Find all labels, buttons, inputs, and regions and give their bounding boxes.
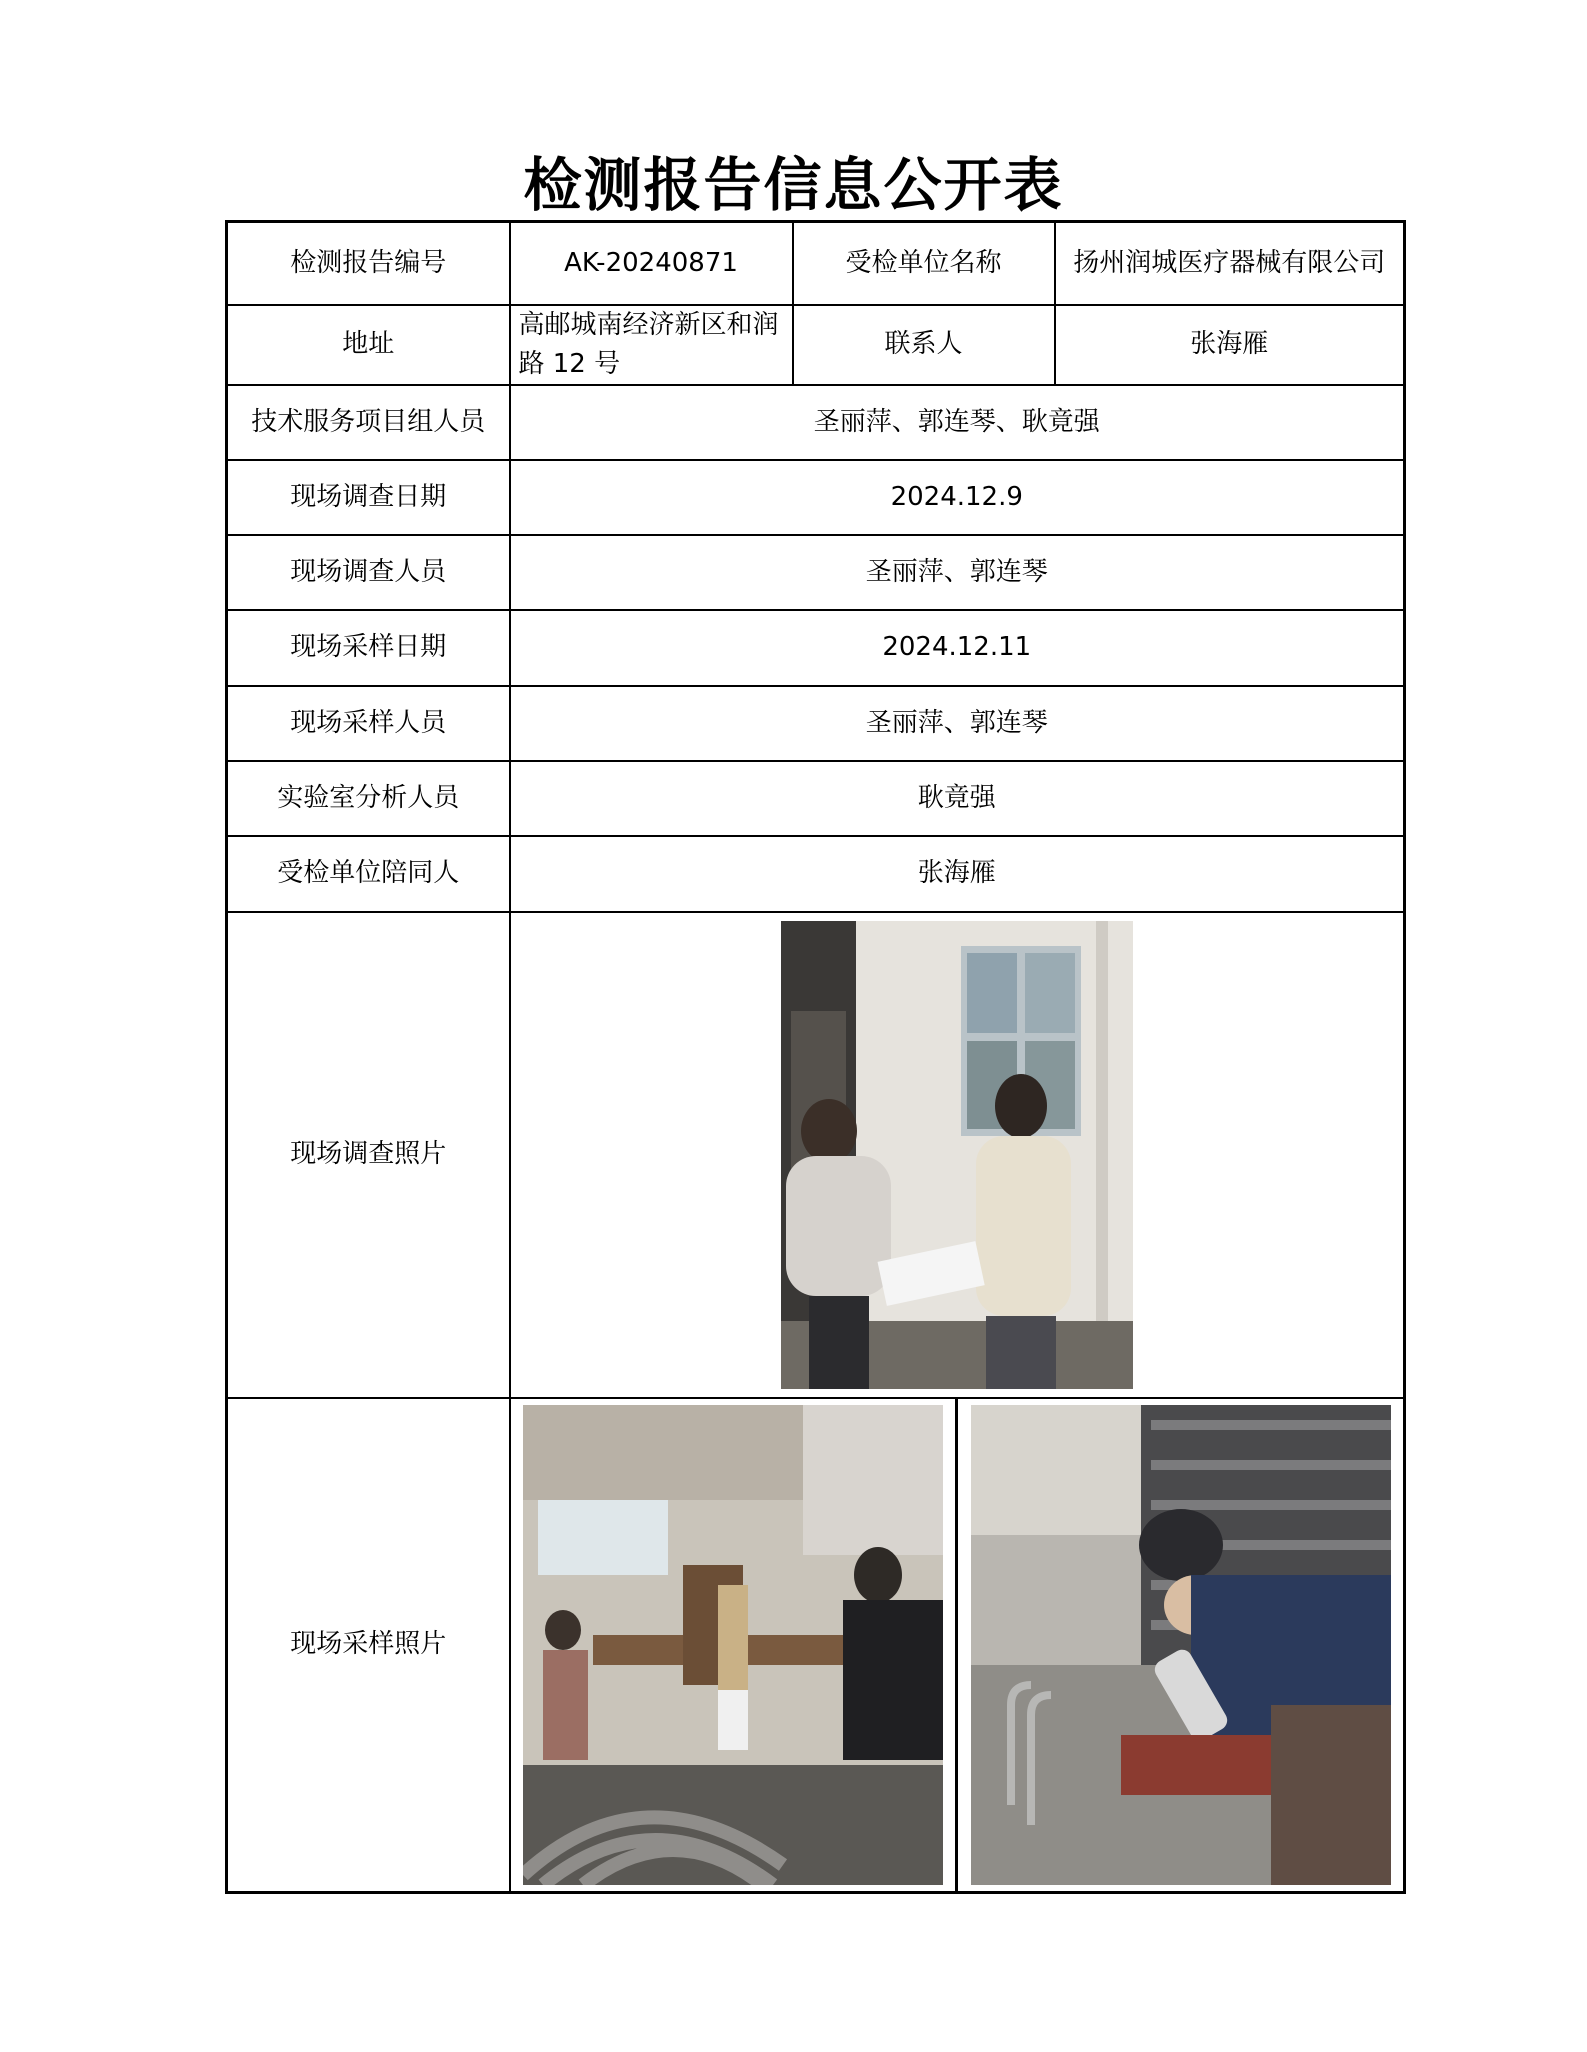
sampling-photo-right-frame <box>955 1399 1403 1891</box>
sampling-photo-left <box>523 1405 943 1885</box>
address-label: 地址 <box>227 305 510 385</box>
report-no-label: 检测报告编号 <box>227 222 510 305</box>
contact-value: 张海雁 <box>1055 305 1405 385</box>
survey-date-value: 2024.12.9 <box>510 460 1405 535</box>
survey-date-label: 现场调查日期 <box>227 460 510 535</box>
sampling-photo-cell <box>510 1398 1405 1893</box>
address-value: 高邮城南经济新区和润路 12 号 <box>510 305 793 385</box>
contact-label: 联系人 <box>793 305 1055 385</box>
table-row <box>227 385 1405 460</box>
sampling-date-label: 现场采样日期 <box>227 610 510 686</box>
sampling-staff-label: 现场采样人员 <box>227 686 510 761</box>
table-row <box>227 535 1405 610</box>
survey-photo <box>781 921 1133 1389</box>
survey-staff-label: 现场调查人员 <box>227 535 510 610</box>
table-row <box>227 836 1405 912</box>
table-row <box>227 761 1405 836</box>
table-row <box>227 1398 1405 1893</box>
lab-staff-label: 实验室分析人员 <box>227 761 510 836</box>
team-value: 圣丽萍、郭连琴、耿竟强 <box>510 385 1405 460</box>
sampling-photo-pair <box>511 1399 1404 1891</box>
table-row <box>227 305 1405 385</box>
unit-label: 受检单位名称 <box>793 222 1055 305</box>
table-row <box>227 686 1405 761</box>
sampling-staff-value: 圣丽萍、郭连琴 <box>510 686 1405 761</box>
sampling-photo-right <box>971 1405 1391 1885</box>
table-row <box>227 610 1405 686</box>
table-row <box>227 222 1405 305</box>
table-row <box>227 912 1405 1398</box>
team-label: 技术服务项目组人员 <box>227 385 510 460</box>
survey-photo-label: 现场调查照片 <box>227 912 510 1398</box>
survey-staff-value: 圣丽萍、郭连琴 <box>510 535 1405 610</box>
sampling-photo-left-frame <box>511 1399 956 1891</box>
sampling-photo-left-image <box>523 1405 943 1885</box>
escort-label: 受检单位陪同人 <box>227 836 510 912</box>
escort-value: 张海雁 <box>510 836 1405 912</box>
report-no-value: AK-20240871 <box>510 222 793 305</box>
table-row <box>227 460 1405 535</box>
page-title: 检测报告信息公开表 <box>523 151 1064 219</box>
lab-staff-value: 耿竟强 <box>510 761 1405 836</box>
report-table <box>225 220 1406 1894</box>
unit-value: 扬州润城医疗器械有限公司 <box>1055 222 1405 305</box>
sampling-photo-label: 现场采样照片 <box>227 1398 510 1893</box>
sampling-date-value: 2024.12.11 <box>510 610 1405 686</box>
survey-photo-cell <box>510 912 1405 1398</box>
survey-photo-image <box>781 921 1133 1389</box>
sampling-photo-right-image <box>971 1405 1391 1885</box>
